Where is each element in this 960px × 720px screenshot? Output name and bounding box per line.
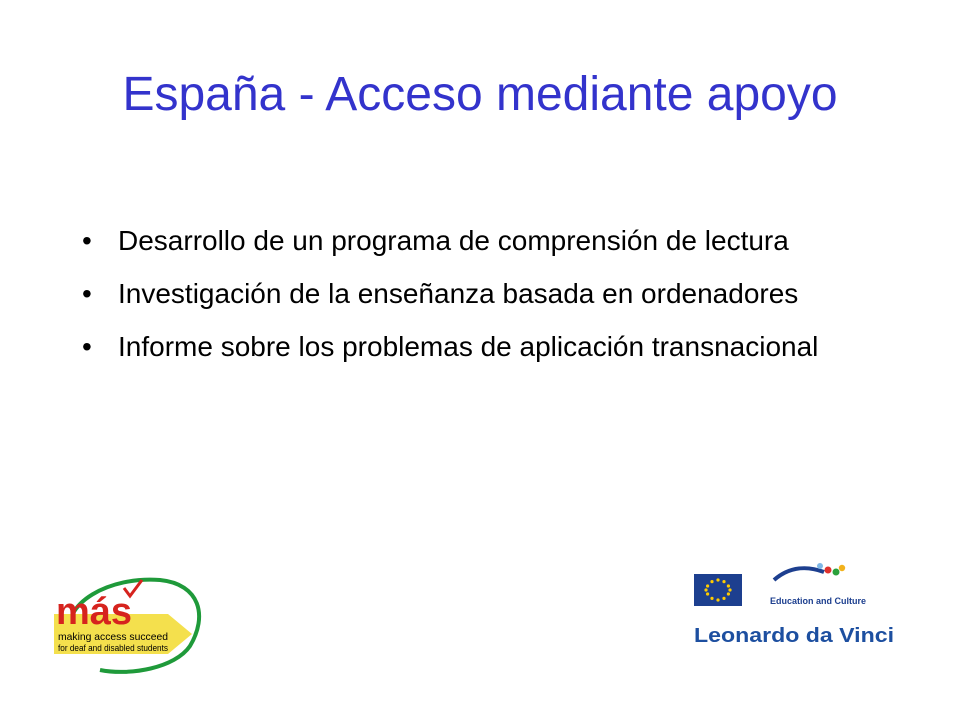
bullet-marker: •	[82, 278, 92, 309]
leonardo-da-vinci-logo	[690, 560, 900, 652]
bullet-text: Investigación de la enseñanza basada en ordenadores	[118, 278, 799, 309]
program-label: Education and Culture	[770, 596, 867, 606]
mas-wordmark: más	[56, 591, 133, 633]
bullet-item	[82, 273, 862, 314]
mas-tagline-2: for deaf and disabled students	[58, 643, 169, 653]
bullet-marker: •	[82, 331, 92, 362]
mas-tagline-1: making access succeed	[58, 631, 169, 643]
bullet-marker: •	[82, 225, 92, 256]
mas-logo	[50, 568, 210, 680]
slide-title: España - Acceso mediante apoyo	[122, 68, 838, 121]
bullet-text: Informe sobre los problemas de aplicación transnacional	[118, 331, 819, 362]
bullet-item	[82, 220, 862, 261]
bullet-item	[82, 326, 862, 367]
bullet-list	[82, 220, 862, 379]
program-name: Leonardo da Vinci	[694, 625, 894, 647]
education-culture-symbol-icon	[774, 563, 845, 580]
bullet-text: Desarrollo de un programa de comprensión de lectura	[118, 225, 789, 256]
